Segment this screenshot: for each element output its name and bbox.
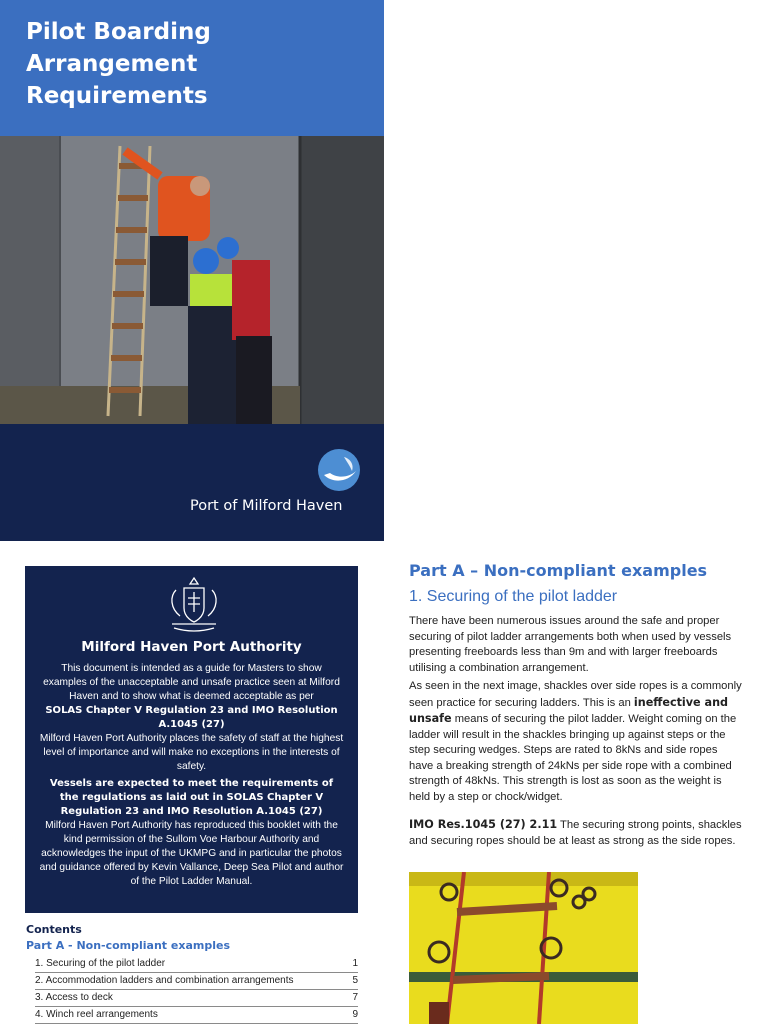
toc-item-label: 1. Securing of the pilot ladder	[35, 958, 166, 969]
toc-item-page: 1	[352, 958, 358, 969]
toc-item-label: 4. Winch reel arrangements	[35, 1009, 158, 1020]
paragraph-intro: There have been numerous issues around the safe and proper securing of pilot ladder arrangements both when used by vessels presenting freeboards less than 9m and with larger freeboards utilising a combination arrangement.	[409, 615, 732, 674]
toc-item-label: 2. Accommodation ladders and combination arrangements	[35, 975, 294, 986]
cover-title-line-3: Requirements	[26, 83, 208, 109]
toc-item[interactable]	[35, 973, 358, 990]
imo-reference: IMO Res.1045 (27) 2.11	[409, 818, 558, 831]
part-a-heading: Part A – Non-compliant examples	[409, 561, 708, 580]
cover-title	[26, 16, 211, 112]
authority-text	[39, 662, 344, 889]
authority-expectation: Vessels are expected to meet the requirements of the regulations as laid out in SOLAS Chapter V Regulation 23 and IMO Resolution A.1045 (27)	[49, 778, 334, 817]
shackle-ladder-photo	[409, 872, 638, 1024]
paragraph-shackles	[409, 679, 744, 805]
authority-credits: Milford Haven Port Authority has reproduced this booklet with the kind permission of the Sullom Voe Harbour Authority and acknowledges the input of the UKMPG and in particular the photos and guidance offered by Kevin Vallance, Deep Sea Pilot and author of the Pilot Ladder Manual.	[39, 820, 344, 887]
toc-item-page: 5	[352, 975, 358, 986]
toc-item-page: 9	[352, 1009, 358, 1020]
authority-title: Milford Haven Port Authority	[81, 639, 302, 655]
port-logo-icon	[318, 449, 360, 491]
authority-safety-statement: Milford Haven Port Authority places the safety of staff at the highest level of importance and will make no exceptions in the interests of safety.	[39, 733, 344, 772]
cover-title-line-2: Arrangement	[26, 51, 198, 77]
section-1-heading: 1. Securing of the pilot ladder	[409, 588, 618, 605]
authority-intro: This document is intended as a guide for Masters to show examples of the unacceptable and unsafe practice seen at Milford Haven and to show what is deemed acceptable as per	[43, 663, 340, 702]
cover-page	[0, 0, 384, 541]
toc-item[interactable]	[35, 956, 358, 973]
paragraph-imo-regulation	[409, 817, 744, 849]
toc-item-label: 3. Access to deck	[35, 992, 113, 1003]
cover-photo-pilot-ladder	[0, 136, 384, 424]
toc-item[interactable]	[35, 1007, 358, 1024]
contents-part-a: Part A - Non-compliant examples	[26, 939, 230, 952]
paragraph-shackles-emphasis: ineffective and unsafe	[409, 695, 729, 725]
contents-heading: Contents	[26, 923, 82, 936]
cover-title-line-1: Pilot Boarding	[26, 19, 211, 45]
toc-item[interactable]	[35, 990, 358, 1007]
toc-item-page: 7	[352, 992, 358, 1003]
table-of-contents	[35, 956, 358, 1024]
paragraph-shackles-part-2: means of securing the pilot ladder. Weight coming on the ladder will result in the shackles bringing up against steps or the step securing wedges. Steps are rated to 8kNs and side ropes have a breaking strength of 24kNs per side rope with a combined strength of 48kNs. This strength is lost as soon as the weight is held by a step or chock/widget.	[409, 713, 737, 803]
coat-of-arms-icon	[164, 574, 224, 634]
imo-regulation-text: The securing strong points, shackles and securing ropes should be at least as strong as the side ropes.	[409, 819, 742, 847]
authority-intro-regulation: SOLAS Chapter V Regulation 23 and IMO Resolution A.1045 (27)	[45, 705, 338, 730]
authority-info-box	[25, 566, 358, 913]
paragraph-shackles-part-1: As seen in the next image, shackles over side ropes is a commonly seen practice for securing ladders. This is an	[409, 680, 742, 709]
port-name: Port of Milford Haven	[190, 498, 343, 514]
